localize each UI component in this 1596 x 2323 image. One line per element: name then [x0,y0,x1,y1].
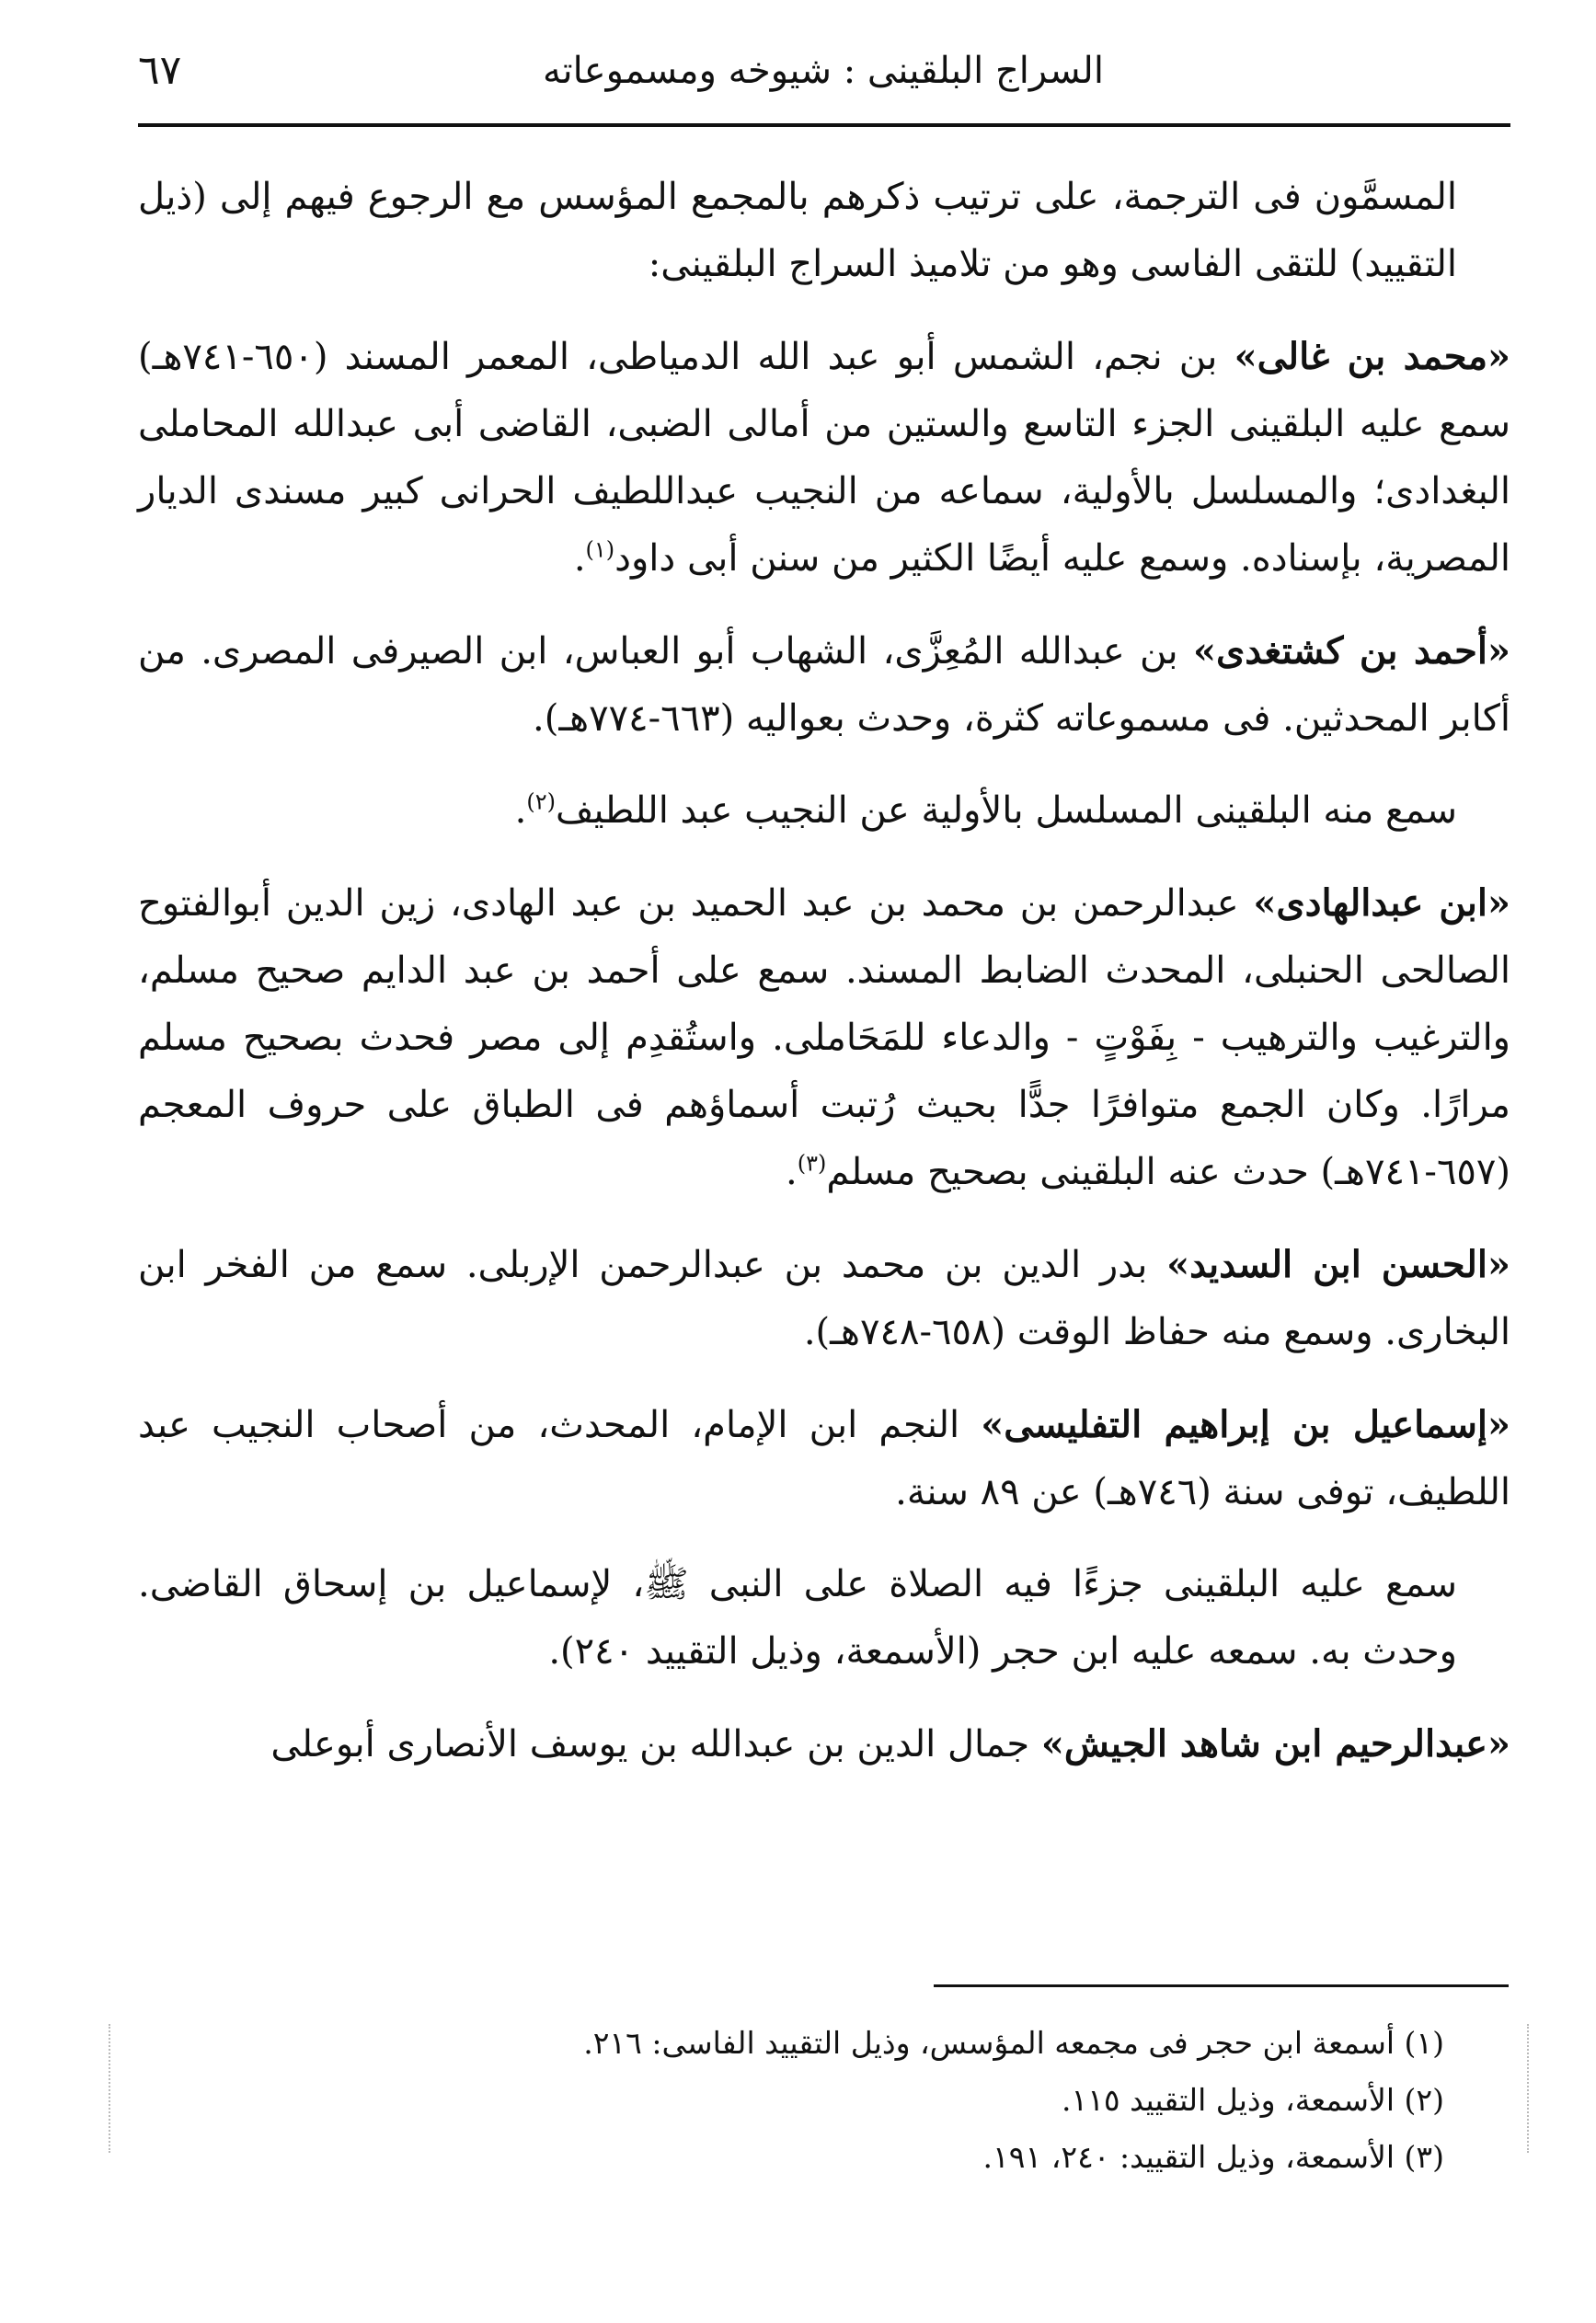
entry-heading: «الحسن ابن السديد» [1166,1243,1510,1286]
entry-heading: «ابن عبدالهادى» [1253,881,1510,925]
paragraph-end: . [514,789,527,832]
footnote: (٢) الأسمعة، وذيل التقييد ١١٥. [1061,2082,1444,2118]
entry-paragraph [138,1391,1510,1526]
entry-heading: «إسماعيل بن إبراهيم التفليسى» [981,1403,1511,1446]
paragraph-end: . [573,537,586,580]
paragraph-text: بن عبدالله المُعِزَّى، الشهاب أبو العباس، ابن الصيرفى المصرى. من أكابر المحدثين. فى مسموعاته كثرة، وحدث بعواليه (٦٦٣-٧٧٤هـ). [138,630,1510,740]
paragraph-intro [138,164,1510,298]
page-header [138,41,1509,106]
paragraph-text: المسمَّون فى الترجمة، على ترتيب ذكرهم بالمجمع المؤسس مع الرجوع فيهم إلى (ذيل التقييد) للتقى الفاسى وهو من تلاميذ السراج البلقينى: [138,176,1457,285]
running-title: السراج البلقينى : شيوخه ومسموعاته [543,50,1104,92]
paragraph-text: سمع منه البلقينى المسلسل بالأولية عن النجيب عبد اللطيف [555,789,1457,832]
paragraph-text: بدر الدين بن محمد بن عبدالرحمن الإربلى. سمع من الفخر ابن البخارى. وسمع منه حفاظ الوقت (٦٥٨-٧٤٨هـ). [138,1244,1510,1353]
entry-heading: «أحمد بن كشتغدى» [1192,629,1510,673]
paragraph-text: جمال الدين بن عبدالله بن يوسف الأنصارى أبوعلى [270,1723,1041,1765]
entry-paragraph [138,323,1510,592]
footnote-ref: (٣) [797,1150,827,1177]
paragraph [138,1551,1510,1685]
footnote-rule [934,1984,1509,1987]
footnote-ref: (٢) [526,788,556,815]
header-rule [138,123,1510,127]
body-text [138,164,1510,1803]
paragraph [138,777,1510,845]
entry-paragraph [138,1231,1510,1366]
footnote: (٣) الأسمعة، وذيل التقييد: ٢٤٠، ١٩١. [982,2139,1444,2175]
entry-heading: «محمد بن غالى» [1234,335,1510,378]
footnote-ref: (١) [585,536,615,563]
paragraph-text: بن نجم، الشمس أبو عبد الله الدمياطى، المعمر المسند (٦٥٠-٧٤١هـ) سمع عليه البلقينى الجزء التاسع والستين من أمالى الضبى، القاضى أبى عبدالله المحاملى البغدادى؛ والمسلسل بالأولية، سماعه من النجيب عبداللطيف الحرانى كبير مسندى الديار المصرية، بإسناده. وسمع عليه أيضًا الكثير من سنن أبى داود [138,336,1510,580]
footnote: (١) أسمعة ابن حجر فى مجمعه المؤسس، وذيل التقييد الفاسى: ٢١٦. [583,2025,1444,2061]
paragraph-text: عبدالرحمن بن محمد بن عبد الحميد بن عبد الهادى، زين الدين أبوالفتوح الصالحى الحنبلى، المحدث الضابط المسند. سمع على أحمد بن عبد الدايم صحيح مسلم، والترغيب والترهيب - بِفَوْتٍ - والدعاء للمَحَاملى. واستُقدِم إلى مصر فحدث بصحيح مسلم مرارًا. وكان الجمع متوافرًا جدًّا بحيث رُتبت أسماؤهم فى الطباق على حروف المعجم (٦٥٧-٧٤١هـ) حدث عنه البلقينى بصحيح مسلم [138,882,1510,1193]
paragraph-text: سمع عليه البلقينى جزءًا فيه الصلاة على النبى ﷺ، لإسماعيل بن إسحاق القاضى. وحدث به. سمعه عليه ابن حجر (الأسمعة، وذيل التقييد ٢٤٠). [138,1563,1457,1673]
page-number: ٦٧ [138,47,182,94]
paragraph-end: . [786,1151,798,1193]
entry-paragraph [138,869,1510,1206]
paragraph-text: النجم ابن الإمام، المحدث، من أصحاب النجيب عبد اللطيف، توفى سنة (٧٤٦هـ) عن ٨٩ سنة. [138,1404,1510,1513]
entry-paragraph [138,617,1510,753]
entry-paragraph [138,1710,1510,1778]
margin-mark [1527,2024,1531,2153]
footnotes [138,2015,1444,2186]
entry-heading: «عبدالرحيم ابن شاهد الجيش» [1040,1722,1510,1765]
margin-mark [109,2024,112,2153]
